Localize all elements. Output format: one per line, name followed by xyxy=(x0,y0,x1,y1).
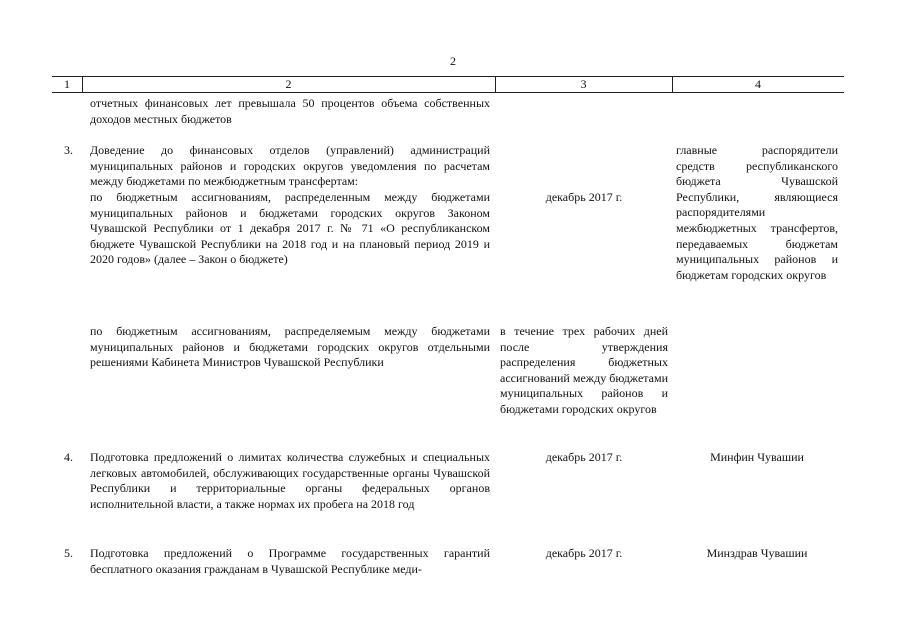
item-3-responsible: главные распорядители средств республиканского бюджета Чувашской Республики, являющиеся распорядителями межбюджетных трансфертов, передаваемых бюджетам муниципальных районов и бюджетам городских округов xyxy=(676,143,838,282)
item-4-responsible: Минфин Чувашии xyxy=(710,450,804,464)
table-header-bottom-rule xyxy=(52,92,844,93)
item-3-sub2: по бюджетным ассигнованиям, распределяемым между бюджетами муниципальных районов и бюджетами городских округов отдельными решениями Кабинета Министров Чувашской Республики xyxy=(90,324,490,370)
item-5-deadline: декабрь 2017 г. xyxy=(545,546,623,560)
continuation-text: отчетных финансовых лет превышала 50 процентов объема собственных доходов местных бюджетов xyxy=(90,96,490,126)
item-3-number: 3. xyxy=(64,143,73,157)
table-header-col-3: 3 xyxy=(580,77,587,91)
table-header-col-2: 2 xyxy=(285,77,292,91)
item-5-responsible: Минздрав Чувашии xyxy=(706,546,808,560)
item-3-sub1-deadline: декабрь 2017 г. xyxy=(545,190,623,204)
item-5-text: Подготовка предложений о Программе государственных гарантий бесплатного оказания гражданам в Чувашской Республике меди- xyxy=(90,546,490,576)
item-5-number: 5. xyxy=(64,546,73,560)
table-header-col-4: 4 xyxy=(755,77,761,91)
item-3-sub1: по бюджетным ассигнованиям, распределенным между бюджетами муниципальных районов и бюджетами городских округов Законом Чувашской Республики от 1 декабря 2017 г. № 71 «О республиканском бюджете Чувашской Республики на 2018 год и на плановый период 2019 и 2020 годов» (далее – Закон о бюджете) xyxy=(90,190,490,267)
item-4-text: Подготовка предложений о лимитах количества служебных и специальных легковых автомобилей, обслуживающих государственные органы Чувашской Республики и территориальные органы федеральных органов исполнительной власти, а также нормах их пробега на 2018 год xyxy=(90,450,490,511)
item-3-sub2-deadline: в течение трех рабочих дней после утверждения распределения бюджетных ассигнований между бюджетами муниципальных районов и бюджетами городских округов xyxy=(500,324,668,416)
page-number: 2 xyxy=(450,54,456,68)
item-4-deadline: декабрь 2017 г. xyxy=(545,450,623,464)
item-4-number: 4. xyxy=(64,450,73,464)
table-header-col-1: 1 xyxy=(64,77,70,91)
item-3-intro: Доведение до финансовых отделов (управлений) администраций муниципальных районов и городских округов уведомления по расчетам между бюджетами по межбюджетным трансфертам: xyxy=(90,143,490,189)
